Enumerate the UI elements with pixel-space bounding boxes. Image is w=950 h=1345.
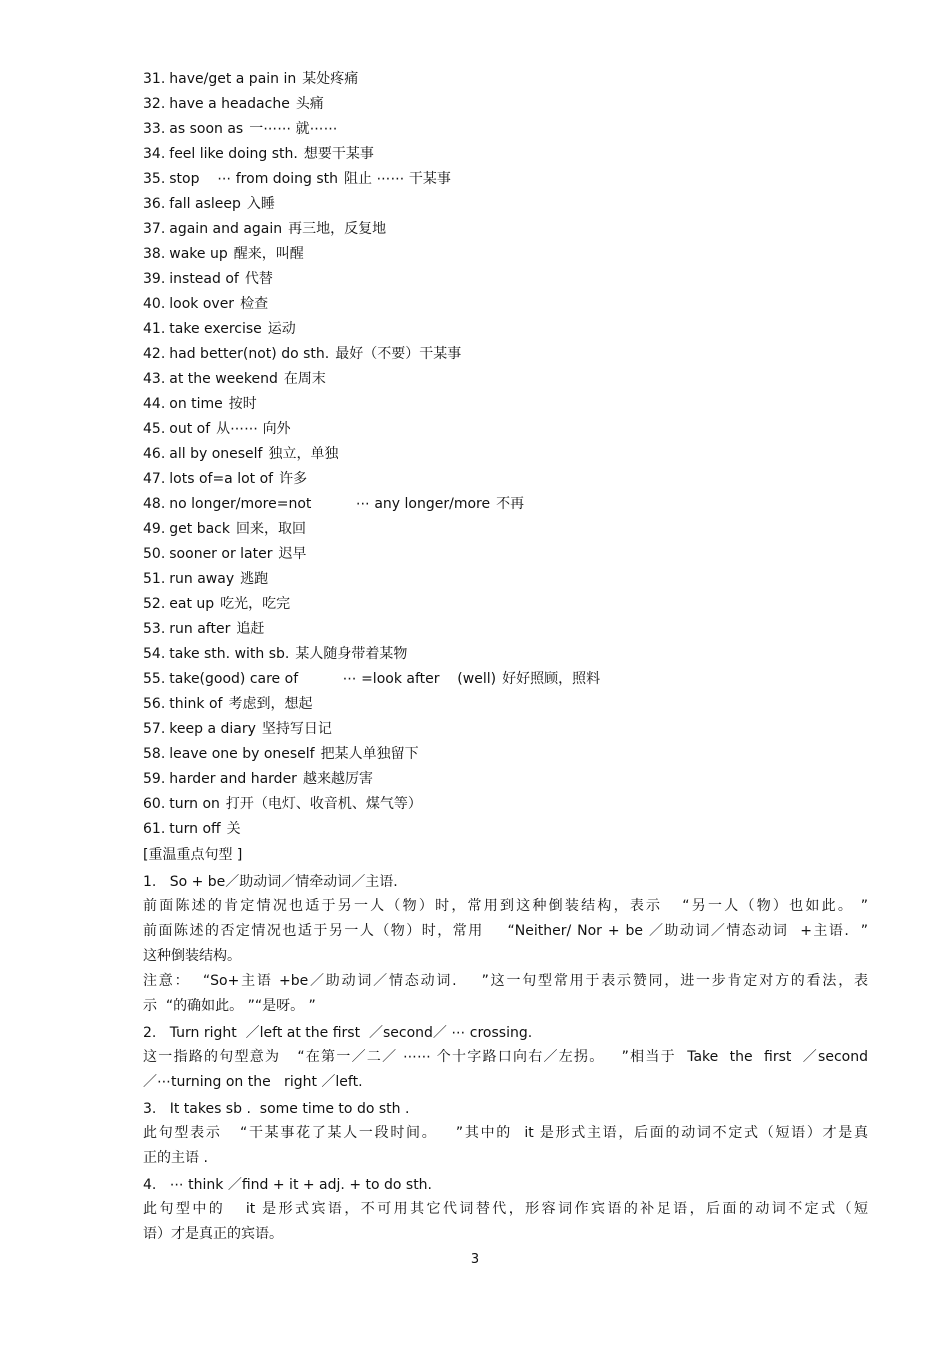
phrase-item xyxy=(143,168,868,193)
phrase-chinese: 运动 xyxy=(267,321,296,337)
phrase-english: all by oneself xyxy=(169,446,263,462)
phrase-chinese: 阻止 ⋯⋯ 干某事 xyxy=(344,171,451,187)
phrase-number: 40. xyxy=(143,296,166,312)
phrase-chinese: 最好（不要）干某事 xyxy=(335,346,462,362)
phrase-number: 37. xyxy=(143,221,166,237)
phrase-english: lots of=a lot of xyxy=(169,471,274,487)
phrase-chinese: 打开（电灯、收音机、煤气等） xyxy=(225,796,422,812)
pattern-explanation-line: 注意： “So+主语 +be／助动词／情态动词. ”这一句型常用于表示赞同，进一步肯定对方的看法，表 xyxy=(143,973,868,989)
phrase-chinese: 代替 xyxy=(244,271,273,287)
phrase-number: 60. xyxy=(143,796,166,812)
phrase-chinese: 好好照顾，照料 xyxy=(502,671,601,687)
phrase-chinese: 按时 xyxy=(228,396,257,412)
section-heading: [重温重点句型 ] xyxy=(143,847,243,863)
phrase-chinese: 关 xyxy=(226,821,241,837)
phrase-number: 39. xyxy=(143,271,166,287)
phrase-item xyxy=(143,643,868,668)
phrase-item xyxy=(143,243,868,268)
sentence-pattern xyxy=(143,1021,868,1095)
phrase-english: run after xyxy=(169,621,231,637)
phrase-english: take exercise xyxy=(169,321,262,337)
phrase-item xyxy=(143,93,868,118)
phrase-number: 46. xyxy=(143,446,166,462)
pattern-title: 2. Turn right ／left at the first ／second／ ⋯ crossing. xyxy=(143,1025,533,1041)
phrase-english: leave one by oneself xyxy=(169,746,315,762)
phrase-number: 43. xyxy=(143,371,166,387)
phrase-item xyxy=(143,443,868,468)
pattern-explanation-line: 前面陈述的肯定情况也适于另一人（物）时，常用到这种倒装结构，表示 “另一人（物）也如此。 ” xyxy=(143,898,868,914)
phrase-english: eat up xyxy=(169,596,215,612)
phrase-english: feel like doing sth. xyxy=(169,146,298,162)
phrase-number: 56. xyxy=(143,696,166,712)
phrase-number: 49. xyxy=(143,521,166,537)
phrase-english: no longer/more=not ⋯ any longer/more xyxy=(169,496,491,512)
phrase-number: 35. xyxy=(143,171,166,187)
phrase-chinese: 某处疼痛 xyxy=(302,71,359,87)
phrase-number: 36. xyxy=(143,196,166,212)
phrase-number: 51. xyxy=(143,571,166,587)
pattern-title: 1. So + be／助动词／情牵动词／主语. xyxy=(143,874,398,890)
pattern-explanation-line: 这种倒装结构。 xyxy=(143,948,241,964)
phrase-item xyxy=(143,418,868,443)
phrase-number: 47. xyxy=(143,471,166,487)
phrase-chinese: 在周末 xyxy=(283,371,326,387)
phrase-english: on time xyxy=(169,396,223,412)
phrase-chinese: 不再 xyxy=(496,496,525,512)
phrase-item xyxy=(143,318,868,343)
phrase-item xyxy=(143,743,868,768)
phrase-item xyxy=(143,818,868,843)
phrase-english: turn off xyxy=(169,821,221,837)
phrase-item xyxy=(143,218,868,243)
pattern-title: 4. ⋯ think ／find + it + adj. + to do sth. xyxy=(143,1177,433,1193)
phrase-english: turn on xyxy=(169,796,220,812)
phrase-item xyxy=(143,293,868,318)
phrase-number: 33. xyxy=(143,121,166,137)
phrase-item xyxy=(143,193,868,218)
phrase-number: 45. xyxy=(143,421,166,437)
phrase-number: 41. xyxy=(143,321,166,337)
phrase-chinese: 逃跑 xyxy=(240,571,269,587)
phrase-list xyxy=(143,68,868,843)
phrase-chinese: 考虑到，想起 xyxy=(228,696,313,712)
phrase-item xyxy=(143,718,868,743)
phrase-chinese: 坚持写日记 xyxy=(261,721,332,737)
phrase-chinese: 吃光，吃完 xyxy=(220,596,291,612)
pattern-explanation-line: ／⋯turning on the right ／left. xyxy=(143,1074,363,1090)
pattern-explanation-line: 示 “的确如此。 ”“是呀。 ” xyxy=(143,998,316,1014)
phrase-number: 38. xyxy=(143,246,166,262)
phrase-chinese: 迟早 xyxy=(278,546,307,562)
phrase-number: 59. xyxy=(143,771,166,787)
phrase-chinese: 检查 xyxy=(240,296,269,312)
page-number: 3 xyxy=(470,1252,480,1267)
phrase-number: 61. xyxy=(143,821,166,837)
pattern-list xyxy=(143,870,868,1247)
sentence-pattern xyxy=(143,1173,868,1247)
phrase-chinese: 一⋯⋯ 就⋯⋯ xyxy=(249,121,338,137)
phrase-chinese: 越来越厉害 xyxy=(302,771,373,787)
phrase-item xyxy=(143,543,868,568)
phrase-number: 53. xyxy=(143,621,166,637)
phrase-chinese: 从⋯⋯ 向外 xyxy=(216,421,291,437)
phrase-item xyxy=(143,393,868,418)
phrase-english: out of xyxy=(169,421,211,437)
phrase-item xyxy=(143,68,868,93)
phrase-item xyxy=(143,468,868,493)
phrase-english: stop ⋯ from doing sth xyxy=(169,171,338,187)
phrase-number: 58. xyxy=(143,746,166,762)
phrase-number: 44. xyxy=(143,396,166,412)
phrase-english: think of xyxy=(169,696,223,712)
pattern-explanation-line: 前面陈述的否定情况也适于另一人（物）时，常用 “Neither/ Nor + be ／助动词／情态动词 +主语. ” xyxy=(143,923,868,939)
phrase-item xyxy=(143,493,868,518)
phrase-chinese: 头痛 xyxy=(295,96,324,112)
phrase-english: instead of xyxy=(169,271,239,287)
phrase-english: run away xyxy=(169,571,235,587)
phrase-chinese: 某人随身带着某物 xyxy=(295,646,408,662)
phrase-english: have/get a pain in xyxy=(169,71,297,87)
phrase-english: harder and harder xyxy=(169,771,297,787)
phrase-number: 54. xyxy=(143,646,166,662)
phrase-item xyxy=(143,618,868,643)
phrase-number: 48. xyxy=(143,496,166,512)
phrase-english: sooner or later xyxy=(169,546,273,562)
phrase-english: at the weekend xyxy=(169,371,278,387)
pattern-explanation-line: 此句型表示 “干某事花了某人一段时间。 ”其中的 it 是形式主语，后面的动词不定式（短语）才是真 xyxy=(143,1125,868,1141)
phrase-item xyxy=(143,343,868,368)
phrase-english: look over xyxy=(169,296,235,312)
phrase-item xyxy=(143,568,868,593)
sentence-pattern xyxy=(143,1097,868,1171)
phrase-item xyxy=(143,593,868,618)
phrase-english: had better(not) do sth. xyxy=(169,346,330,362)
pattern-title: 3. It takes sb . some time to do sth . xyxy=(143,1101,410,1117)
phrase-english: as soon as xyxy=(169,121,244,137)
phrase-item xyxy=(143,518,868,543)
phrase-english: take sth. with sb. xyxy=(169,646,290,662)
phrase-item xyxy=(143,668,868,693)
phrase-item xyxy=(143,693,868,718)
phrase-chinese: 独立，单独 xyxy=(268,446,339,462)
pattern-explanation-line: 这一指路的句型意为 “在第一／二／ ⋯⋯ 个十字路口向右／左拐。 ”相当于 Take the first ／second xyxy=(143,1049,868,1065)
phrase-chinese: 醒来，叫醒 xyxy=(233,246,304,262)
phrase-item xyxy=(143,793,868,818)
pattern-explanation-line: 语）才是真正的宾语。 xyxy=(143,1226,283,1242)
phrase-english: take(good) care of ⋯ =look after (well) xyxy=(169,671,497,687)
phrase-chinese: 追赶 xyxy=(236,621,265,637)
phrase-english: fall asleep xyxy=(169,196,241,212)
phrase-chinese: 想要干某事 xyxy=(303,146,374,162)
phrase-number: 55. xyxy=(143,671,166,687)
phrase-item xyxy=(143,143,868,168)
phrase-number: 32. xyxy=(143,96,166,112)
phrase-chinese: 入睡 xyxy=(246,196,275,212)
pattern-explanation-line: 此句型中的 it 是形式宾语，不可用其它代词替代，形容词作宾语的补足语，后面的动词不定式（短 xyxy=(143,1201,868,1217)
phrase-english: get back xyxy=(169,521,230,537)
content-column xyxy=(143,68,868,1247)
phrase-number: 42. xyxy=(143,346,166,362)
pattern-explanation-line: 正的主语 . xyxy=(143,1150,208,1166)
phrase-number: 50. xyxy=(143,546,166,562)
phrase-number: 52. xyxy=(143,596,166,612)
phrase-chinese: 许多 xyxy=(279,471,308,487)
phrase-number: 57. xyxy=(143,721,166,737)
phrase-item xyxy=(143,768,868,793)
phrase-english: again and again xyxy=(169,221,283,237)
phrase-chinese: 再三地，反复地 xyxy=(288,221,387,237)
phrase-english: wake up xyxy=(169,246,228,262)
phrase-english: keep a diary xyxy=(169,721,256,737)
phrase-chinese: 回来，取回 xyxy=(235,521,306,537)
phrase-number: 31. xyxy=(143,71,166,87)
phrase-english: have a headache xyxy=(169,96,290,112)
sentence-pattern xyxy=(143,870,868,1019)
phrase-chinese: 把某人单独留下 xyxy=(320,746,419,762)
phrase-item xyxy=(143,118,868,143)
phrase-item xyxy=(143,268,868,293)
phrase-item xyxy=(143,368,868,393)
phrase-number: 34. xyxy=(143,146,166,162)
